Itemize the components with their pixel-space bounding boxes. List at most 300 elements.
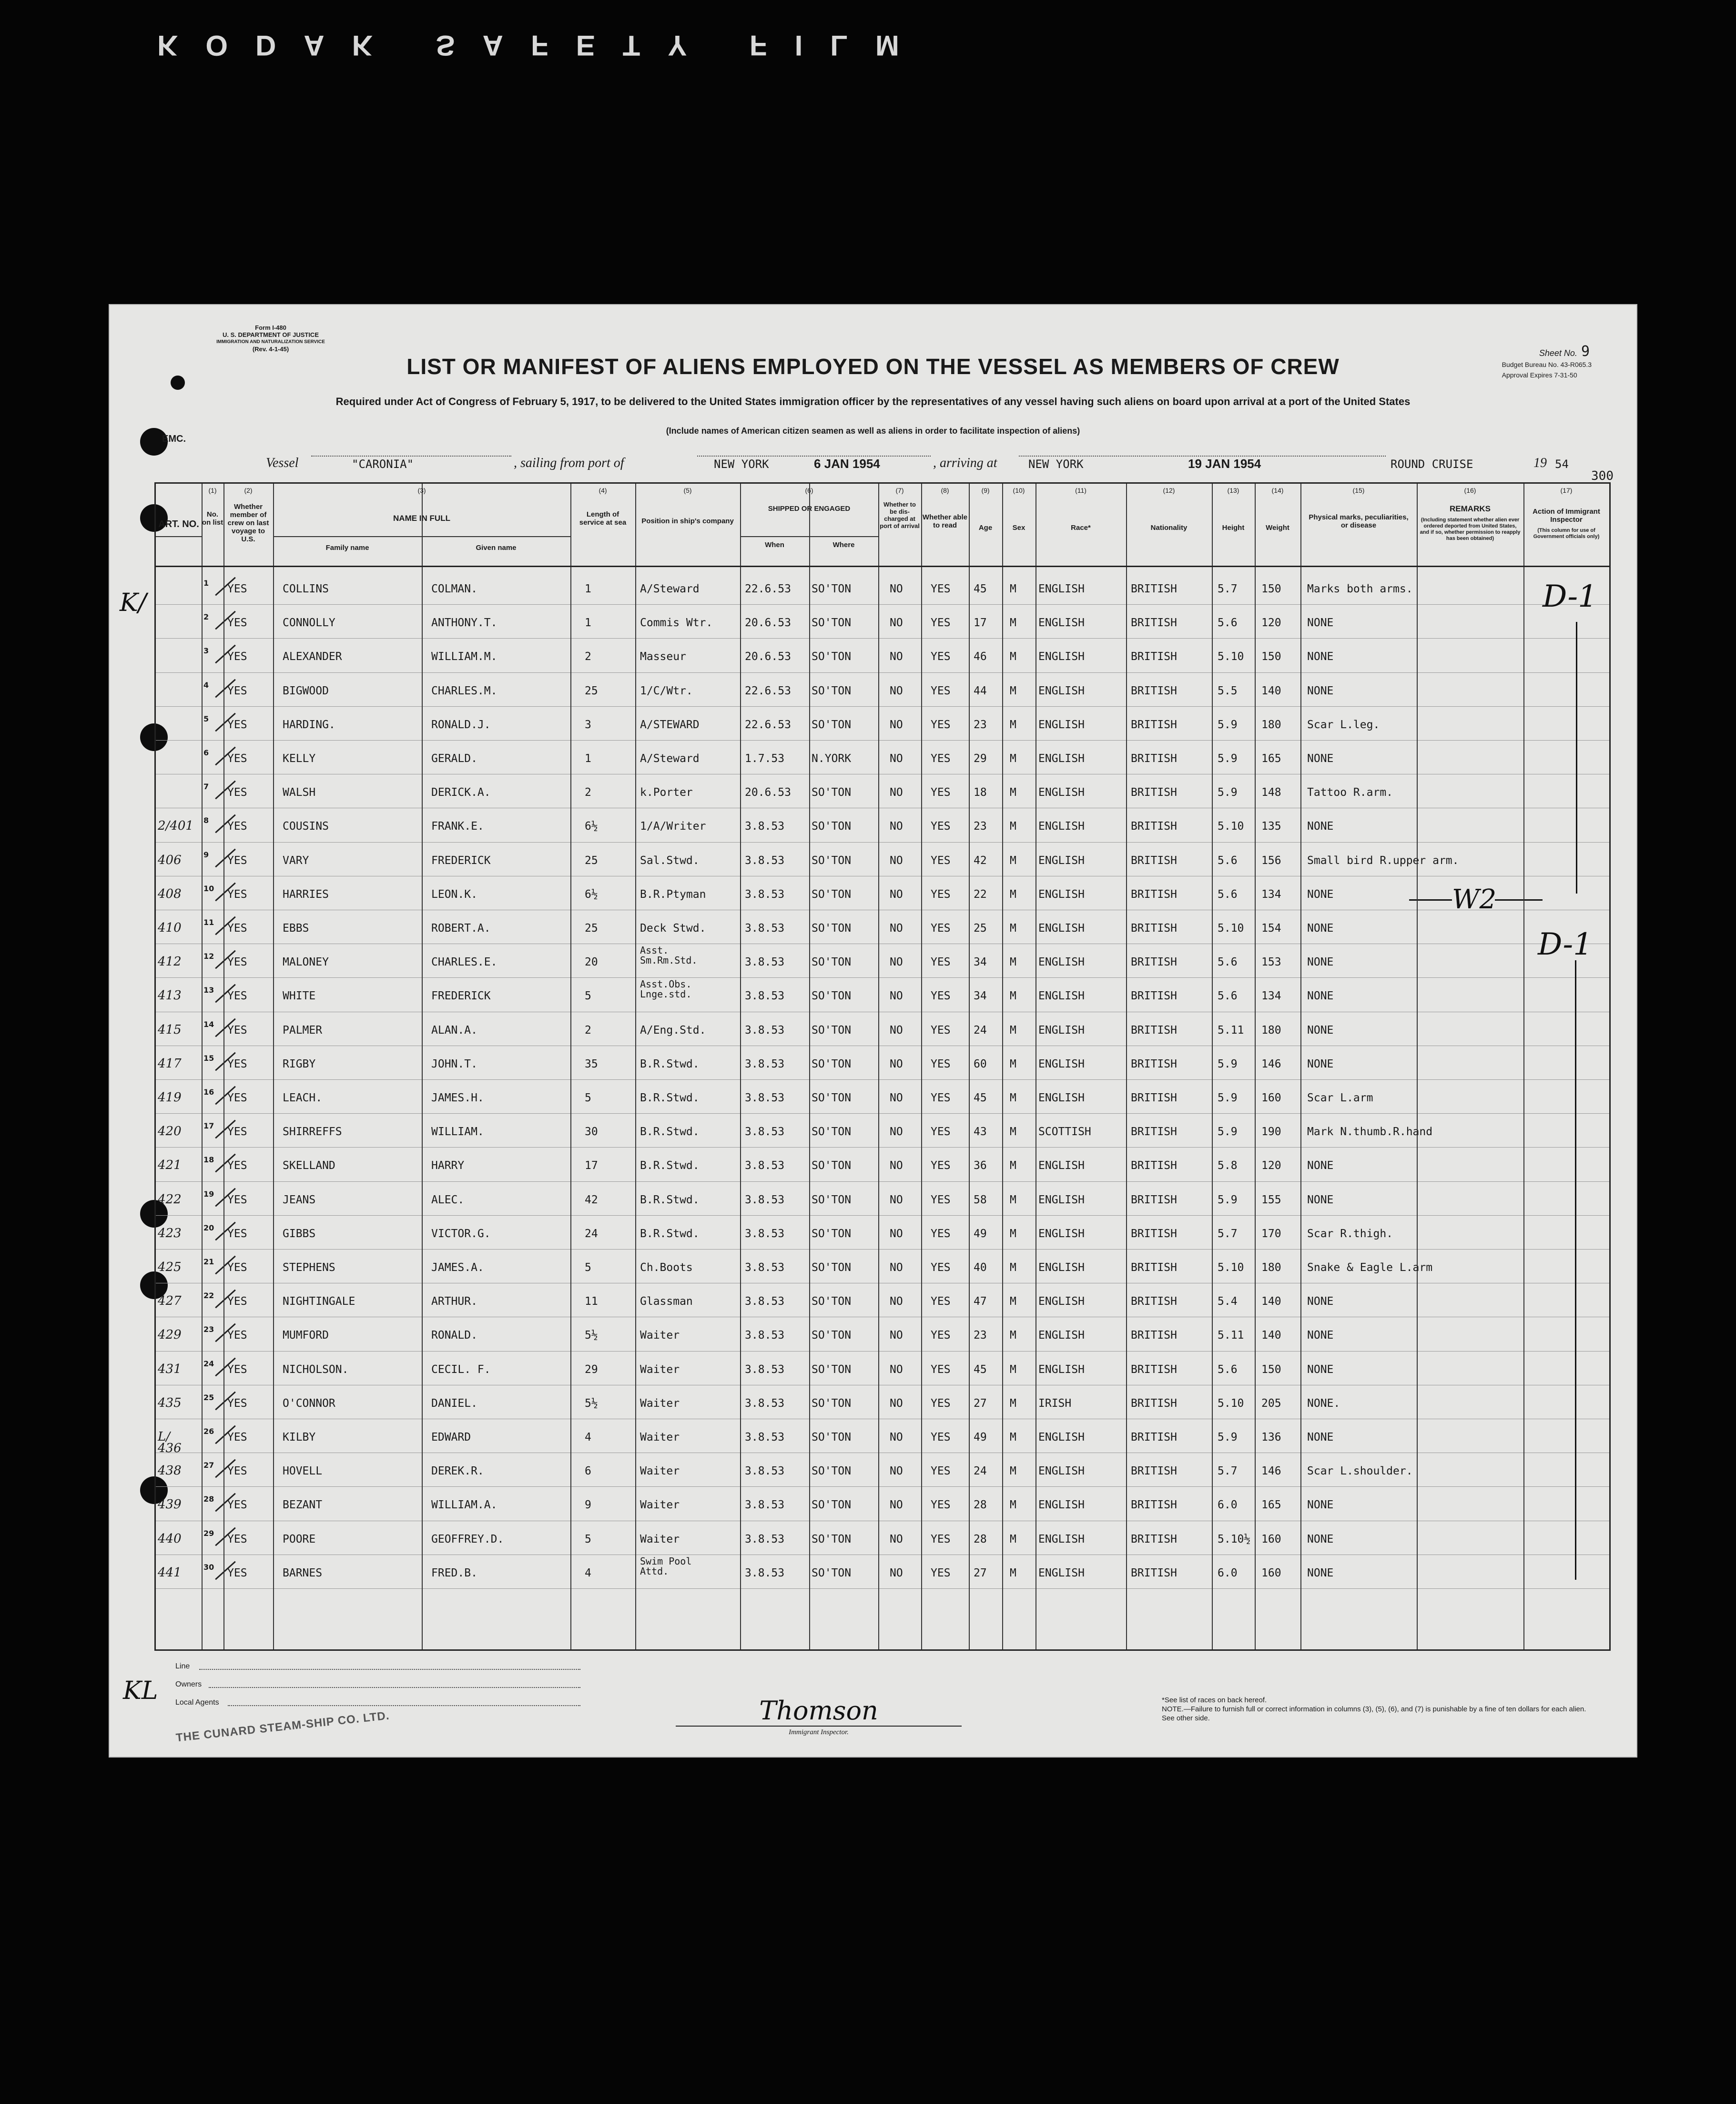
row-number: 11 xyxy=(203,918,214,927)
family-name: SKELLAND xyxy=(283,1159,335,1172)
discharged: NO xyxy=(890,752,903,765)
age: 27 xyxy=(974,1566,987,1579)
able-to-read: YES xyxy=(931,1465,951,1478)
height: 5.7 xyxy=(1218,583,1238,595)
budget-info xyxy=(1502,359,1592,380)
race: SCOTTISH xyxy=(1038,1126,1091,1138)
art-number: 423 xyxy=(158,1226,182,1240)
race: ENGLISH xyxy=(1038,1092,1085,1104)
nationality: BRITISH xyxy=(1131,1057,1177,1070)
physical-marks: NONE xyxy=(1307,1566,1334,1579)
height: 5.6 xyxy=(1218,854,1238,867)
member-last-voyage: YES xyxy=(227,1533,247,1545)
header-physical-marks: Physical marks, peculiarities, or disease xyxy=(1309,513,1409,529)
nationality: BRITISH xyxy=(1131,854,1177,867)
given-name: DANIEL. xyxy=(431,1397,477,1410)
form-number: Form I-480 xyxy=(255,324,286,331)
given-name: CHARLES.E. xyxy=(431,956,497,969)
member-last-voyage: YES xyxy=(227,752,247,765)
member-last-voyage: YES xyxy=(227,1295,247,1308)
length-of-service: 5 xyxy=(585,1261,591,1274)
shipped-where: SO'TON xyxy=(812,684,852,697)
length-of-service: 6½ xyxy=(585,820,598,833)
weight: 134 xyxy=(1261,990,1281,1003)
race: ENGLISH xyxy=(1038,1024,1085,1037)
shipped-where: SO'TON xyxy=(812,1193,852,1206)
shipped-when: 3.8.53 xyxy=(745,1533,785,1545)
weight: 165 xyxy=(1261,752,1281,765)
race: ENGLISH xyxy=(1038,1261,1085,1274)
race: ENGLISH xyxy=(1038,1499,1085,1512)
family-name: GIBBS xyxy=(283,1227,316,1240)
family-name: HARRIES xyxy=(283,888,329,901)
race: ENGLISH xyxy=(1038,1227,1085,1240)
physical-marks: NONE xyxy=(1307,990,1334,1003)
physical-marks: NONE xyxy=(1307,820,1334,833)
nationality: BRITISH xyxy=(1131,1261,1177,1274)
able-to-read: YES xyxy=(931,1431,951,1443)
shipped-where: N.YORK xyxy=(812,752,852,765)
physical-marks: NONE xyxy=(1307,1057,1334,1070)
discharged: NO xyxy=(890,1431,903,1443)
position: 1/A/Writer xyxy=(640,820,706,833)
header-shipped: SHIPPED OR ENGAGED xyxy=(768,505,851,513)
discharged: NO xyxy=(890,617,903,630)
position: B.R.Stwd. xyxy=(640,1126,700,1138)
discharged: NO xyxy=(890,1566,903,1579)
member-last-voyage: YES xyxy=(227,1329,247,1342)
length-of-service: 5 xyxy=(585,1533,591,1545)
col-num-11: (11) xyxy=(1075,487,1086,494)
col-num-13: (13) xyxy=(1227,487,1239,494)
line-label: Line xyxy=(175,1662,190,1670)
age: 34 xyxy=(974,956,987,969)
member-last-voyage: YES xyxy=(227,922,247,935)
weight: 140 xyxy=(1261,1329,1281,1342)
nationality: BRITISH xyxy=(1131,1566,1177,1579)
family-name: HARDING. xyxy=(283,718,335,731)
physical-marks: NONE xyxy=(1307,1431,1334,1443)
family-name: BARNES xyxy=(283,1566,323,1579)
member-last-voyage: YES xyxy=(227,1227,247,1240)
row-number: 27 xyxy=(203,1461,214,1470)
row-number: 18 xyxy=(203,1155,214,1165)
race: ENGLISH xyxy=(1038,854,1085,867)
col-num-10: (10) xyxy=(1013,487,1025,494)
discharged: NO xyxy=(890,1499,903,1512)
given-name: VICTOR.G. xyxy=(431,1227,491,1240)
row-number: 9 xyxy=(203,850,209,859)
family-name: NIGHTINGALE xyxy=(283,1295,355,1308)
race: ENGLISH xyxy=(1038,922,1085,935)
sex: M xyxy=(1010,718,1016,731)
weight: 156 xyxy=(1261,854,1281,867)
crew-table xyxy=(120,482,1611,1651)
length-of-service: 25 xyxy=(585,684,598,697)
row-number: 16 xyxy=(203,1088,214,1097)
weight: 160 xyxy=(1261,1092,1281,1104)
height: 6.0 xyxy=(1218,1566,1238,1579)
sex: M xyxy=(1010,1193,1016,1206)
height: 5.6 xyxy=(1218,617,1238,630)
vessel-name: "CARONIA" xyxy=(352,457,414,471)
art-number: 421 xyxy=(158,1158,182,1173)
age: 36 xyxy=(974,1159,987,1172)
nationality: BRITISH xyxy=(1131,617,1177,630)
height: 5.9 xyxy=(1218,752,1238,765)
member-last-voyage: YES xyxy=(227,1431,247,1443)
height: 5.10 xyxy=(1218,922,1244,935)
sex: M xyxy=(1010,1024,1016,1037)
revision: (Rev. 4-1-45) xyxy=(252,346,289,353)
family-name: SHIRREFFS xyxy=(283,1126,342,1138)
height: 5.9 xyxy=(1218,1193,1238,1206)
col-num-6: (6) xyxy=(805,487,813,494)
owners-label: Owners xyxy=(175,1680,202,1688)
nationality: BRITISH xyxy=(1131,1363,1177,1376)
length-of-service: 2 xyxy=(585,651,591,663)
sex: M xyxy=(1010,888,1016,901)
weight: 120 xyxy=(1261,1159,1281,1172)
member-last-voyage: YES xyxy=(227,1261,247,1274)
given-name: ALEC. xyxy=(431,1193,465,1206)
weight: 148 xyxy=(1261,786,1281,799)
shipped-when: 3.8.53 xyxy=(745,854,785,867)
able-to-read: YES xyxy=(931,752,951,765)
position: Waiter xyxy=(640,1397,680,1410)
sex: M xyxy=(1010,1431,1016,1443)
shipped-where: SO'TON xyxy=(812,1024,852,1037)
length-of-service: 4 xyxy=(585,1566,591,1579)
height: 5.9 xyxy=(1218,786,1238,799)
position: Waiter xyxy=(640,1431,680,1443)
age: 42 xyxy=(974,854,987,867)
able-to-read: YES xyxy=(931,1499,951,1512)
discharged: NO xyxy=(890,651,903,663)
race: ENGLISH xyxy=(1038,684,1085,697)
row-number: 29 xyxy=(203,1528,214,1538)
art-number: 2/401 xyxy=(158,819,193,833)
family-name: JEANS xyxy=(283,1193,316,1206)
length-of-service: 17 xyxy=(585,1159,598,1172)
nationality: BRITISH xyxy=(1131,1227,1177,1240)
weight: 150 xyxy=(1261,583,1281,595)
position: k.Porter xyxy=(640,786,693,799)
physical-marks: NONE xyxy=(1307,617,1334,630)
race: ENGLISH xyxy=(1038,1329,1085,1342)
member-last-voyage: YES xyxy=(227,684,247,697)
row-number: 10 xyxy=(203,884,214,893)
sailing-port: NEW YORK xyxy=(714,457,769,471)
row-number: 25 xyxy=(203,1393,214,1402)
physical-marks: Scar L.shoulder. xyxy=(1307,1465,1413,1478)
physical-marks: NONE xyxy=(1307,1363,1334,1376)
weight: 150 xyxy=(1261,1363,1281,1376)
sex: M xyxy=(1010,820,1016,833)
position: B.R.Stwd. xyxy=(640,1227,700,1240)
family-name: KELLY xyxy=(283,752,316,765)
age: 28 xyxy=(974,1499,987,1512)
discharged: NO xyxy=(890,1261,903,1274)
height: 5.8 xyxy=(1218,1159,1238,1172)
shipped-when: 20.6.53 xyxy=(745,786,791,799)
action-annotation-top: D-1 xyxy=(1543,579,1597,614)
given-name: WILLIAM. xyxy=(431,1126,484,1138)
shipped-when: 3.8.53 xyxy=(745,1465,785,1478)
length-of-service: 3 xyxy=(585,718,591,731)
weight: 170 xyxy=(1261,1227,1281,1240)
nationality: BRITISH xyxy=(1131,684,1177,697)
row-number: 15 xyxy=(203,1053,214,1063)
art-number: 429 xyxy=(158,1328,182,1342)
height: 5.10 xyxy=(1218,1397,1244,1410)
header-discharged: Whether to be dis-charged at port of arrival xyxy=(880,501,920,529)
discharged: NO xyxy=(890,684,903,697)
age: 49 xyxy=(974,1227,987,1240)
sex: M xyxy=(1010,1397,1016,1410)
art-number: 412 xyxy=(158,955,182,969)
shipped-when: 20.6.53 xyxy=(745,617,791,630)
col-num-12: (12) xyxy=(1163,487,1175,494)
service: IMMIGRATION AND NATURALIZATION SERVICE xyxy=(216,339,325,345)
height: 5.7 xyxy=(1218,1227,1238,1240)
row-number: 26 xyxy=(203,1427,214,1436)
given-name: JAMES.H. xyxy=(431,1092,484,1104)
agents-label: Local Agents xyxy=(175,1698,219,1707)
discharged: NO xyxy=(890,854,903,867)
discharged: NO xyxy=(890,1126,903,1138)
weight: 153 xyxy=(1261,956,1281,969)
given-name: CHARLES.M. xyxy=(431,684,497,697)
weight: 136 xyxy=(1261,1431,1281,1443)
nationality: BRITISH xyxy=(1131,888,1177,901)
art-number: 410 xyxy=(158,921,182,935)
physical-marks: NONE xyxy=(1307,1329,1334,1342)
row-number: 22 xyxy=(203,1291,214,1301)
margin-annotation-bottom: KL xyxy=(123,1677,158,1705)
physical-marks: NONE xyxy=(1307,1295,1334,1308)
shipped-when: 3.8.53 xyxy=(745,820,785,833)
requirement-text: Required under Act of Congress of February 5, 1917, to be delivered to the United States immigration officer by the representatives of any vessel having such aliens on board upon arrival at a port of the United States xyxy=(335,396,1411,407)
length-of-service: 1 xyxy=(585,583,591,595)
department: U. S. DEPARTMENT OF JUSTICE xyxy=(223,331,319,338)
shipped-where: SO'TON xyxy=(812,583,852,595)
nationality: BRITISH xyxy=(1131,786,1177,799)
position: Waiter xyxy=(640,1329,680,1342)
discharged: NO xyxy=(890,1397,903,1410)
document-title: LIST OR MANIFEST OF ALIENS EMPLOYED ON THE VESSEL AS MEMBERS OF CREW xyxy=(406,354,1340,379)
footer-notes xyxy=(1162,1696,1591,1723)
shipped-where: SO'TON xyxy=(812,1566,852,1579)
family-name: WHITE xyxy=(283,990,316,1003)
year-suffix: 54 xyxy=(1555,457,1569,471)
inspector-signature: Thomson xyxy=(759,1696,878,1726)
physical-marks: Snake & Eagle L.arm xyxy=(1307,1261,1433,1274)
col-num-9: (9) xyxy=(981,487,990,494)
shipped-when: 22.6.53 xyxy=(745,684,791,697)
weight: 165 xyxy=(1261,1499,1281,1512)
row-number: 30 xyxy=(203,1562,214,1572)
able-to-read: YES xyxy=(931,1533,951,1545)
nationality: BRITISH xyxy=(1131,1295,1177,1308)
age: 40 xyxy=(974,1261,987,1274)
weight: 190 xyxy=(1261,1126,1281,1138)
row-number: 5 xyxy=(203,714,209,723)
position: Waiter xyxy=(640,1363,680,1376)
age: 23 xyxy=(974,718,987,731)
film-edge-text: KODAK SAFETY FILM xyxy=(157,30,927,61)
family-name: BEZANT xyxy=(283,1499,323,1512)
age: 44 xyxy=(974,684,987,697)
family-name: BIGWOOD xyxy=(283,684,329,697)
race: ENGLISH xyxy=(1038,786,1085,799)
art-number: 417 xyxy=(158,1056,182,1071)
art-number: 422 xyxy=(158,1192,182,1207)
age: 58 xyxy=(974,1193,987,1206)
length-of-service: 2 xyxy=(585,1024,591,1037)
shipped-where: SO'TON xyxy=(812,1363,852,1376)
age: 23 xyxy=(974,1329,987,1342)
member-last-voyage: YES xyxy=(227,888,247,901)
member-last-voyage: YES xyxy=(227,1024,247,1037)
member-last-voyage: YES xyxy=(227,617,247,630)
header-given-name: Given name xyxy=(476,544,517,552)
shipped-where: SO'TON xyxy=(812,888,852,901)
position: Glassman xyxy=(640,1295,693,1308)
able-to-read: YES xyxy=(931,1092,951,1104)
member-last-voyage: YES xyxy=(227,1159,247,1172)
row-number: 28 xyxy=(203,1494,214,1504)
col-num-17: (17) xyxy=(1560,487,1573,494)
shipped-where: SO'TON xyxy=(812,1397,852,1410)
shipped-when: 3.8.53 xyxy=(745,888,785,901)
family-name: KILBY xyxy=(283,1431,316,1443)
family-name: STEPHENS xyxy=(283,1261,335,1274)
weight: 154 xyxy=(1261,922,1281,935)
arriving-port: NEW YORK xyxy=(1028,457,1084,471)
sex: M xyxy=(1010,1159,1016,1172)
shipped-where: SO'TON xyxy=(812,1092,852,1104)
sex: M xyxy=(1010,617,1016,630)
physical-marks: NONE xyxy=(1307,684,1334,697)
position: Deck Stwd. xyxy=(640,922,706,935)
family-name: WALSH xyxy=(283,786,316,799)
discharged: NO xyxy=(890,1092,903,1104)
race: ENGLISH xyxy=(1038,1566,1085,1579)
shipped-where: SO'TON xyxy=(812,1431,852,1443)
weight: 150 xyxy=(1261,651,1281,663)
race: ENGLISH xyxy=(1038,1431,1085,1443)
header-member: Whether member of crew on last voyage to U.S. xyxy=(227,503,269,543)
shipped-when: 22.6.53 xyxy=(745,583,791,595)
height: 5.11 xyxy=(1218,1329,1244,1342)
family-name: MUMFORD xyxy=(283,1329,329,1342)
art-number: 408 xyxy=(158,886,182,901)
sex: M xyxy=(1010,1227,1016,1240)
able-to-read: YES xyxy=(931,1397,951,1410)
able-to-read: YES xyxy=(931,684,951,697)
race: ENGLISH xyxy=(1038,1159,1085,1172)
nationality: BRITISH xyxy=(1131,1092,1177,1104)
row-number: 23 xyxy=(203,1325,214,1334)
position: Sal.Stwd. xyxy=(640,854,700,867)
length-of-service: 6½ xyxy=(585,888,598,901)
discharged: NO xyxy=(890,922,903,935)
header-name-in-full: NAME IN FULL xyxy=(393,514,450,523)
height: 5.9 xyxy=(1218,1431,1238,1443)
discharged: NO xyxy=(890,820,903,833)
member-last-voyage: YES xyxy=(227,1057,247,1070)
sex: M xyxy=(1010,956,1016,969)
age: 25 xyxy=(974,922,987,935)
able-to-read: YES xyxy=(931,1295,951,1308)
discharged: NO xyxy=(890,1465,903,1478)
age: 45 xyxy=(974,1363,987,1376)
age: 43 xyxy=(974,1126,987,1138)
length-of-service: 35 xyxy=(585,1057,598,1070)
race: ENGLISH xyxy=(1038,1363,1085,1376)
art-number: 431 xyxy=(158,1362,182,1376)
nationality: BRITISH xyxy=(1131,1397,1177,1410)
given-name: ALAN.A. xyxy=(431,1024,477,1037)
able-to-read: YES xyxy=(931,1193,951,1206)
position: A/Eng.Std. xyxy=(640,1024,706,1037)
family-name: MALONEY xyxy=(283,956,329,969)
race: ENGLISH xyxy=(1038,1533,1085,1545)
height: 5.6 xyxy=(1218,990,1238,1003)
header-sex: Sex xyxy=(1012,524,1025,532)
sailing-label: , sailing from port of xyxy=(514,456,624,470)
inspector-block xyxy=(676,1696,962,1737)
nationality: BRITISH xyxy=(1131,1465,1177,1478)
physical-marks: NONE xyxy=(1307,1159,1334,1172)
height: 6.0 xyxy=(1218,1499,1238,1512)
sex: M xyxy=(1010,922,1016,935)
nationality: BRITISH xyxy=(1131,718,1177,731)
family-name: CONNOLLY xyxy=(283,617,335,630)
sheet-number xyxy=(1539,343,1590,360)
physical-marks: NONE. xyxy=(1307,1397,1340,1410)
position: Waiter xyxy=(640,1533,680,1545)
member-last-voyage: YES xyxy=(227,820,247,833)
given-name: WILLIAM.A. xyxy=(431,1499,497,1512)
include-note: (Include names of American citizen seamen as well as aliens in order to facilitate inspection of aliens) xyxy=(666,426,1080,436)
able-to-read: YES xyxy=(931,1227,951,1240)
sex: M xyxy=(1010,1566,1016,1579)
length-of-service: 6 xyxy=(585,1465,591,1478)
weight: 180 xyxy=(1261,1261,1281,1274)
art-number: 435 xyxy=(158,1395,182,1410)
position: 1/C/Wtr. xyxy=(640,684,693,697)
length-of-service: 1 xyxy=(585,617,591,630)
shipped-where: SO'TON xyxy=(812,1126,852,1138)
able-to-read: YES xyxy=(931,617,951,630)
length-of-service: 5½ xyxy=(585,1397,598,1410)
nationality: BRITISH xyxy=(1131,820,1177,833)
position: Masseur xyxy=(640,651,686,663)
row-number: 20 xyxy=(203,1223,214,1232)
member-last-voyage: YES xyxy=(227,1465,247,1478)
shipped-where: SO'TON xyxy=(812,1499,852,1512)
header-able-to-read: Whether able to read xyxy=(922,513,968,529)
shipped-when: 3.8.53 xyxy=(745,1295,785,1308)
sex: M xyxy=(1010,752,1016,765)
nationality: BRITISH xyxy=(1131,1126,1177,1138)
position: Waiter xyxy=(640,1465,680,1478)
length-of-service: 4 xyxy=(585,1431,591,1443)
family-name: VARY xyxy=(283,854,309,867)
physical-marks: Scar R.thigh. xyxy=(1307,1227,1393,1240)
